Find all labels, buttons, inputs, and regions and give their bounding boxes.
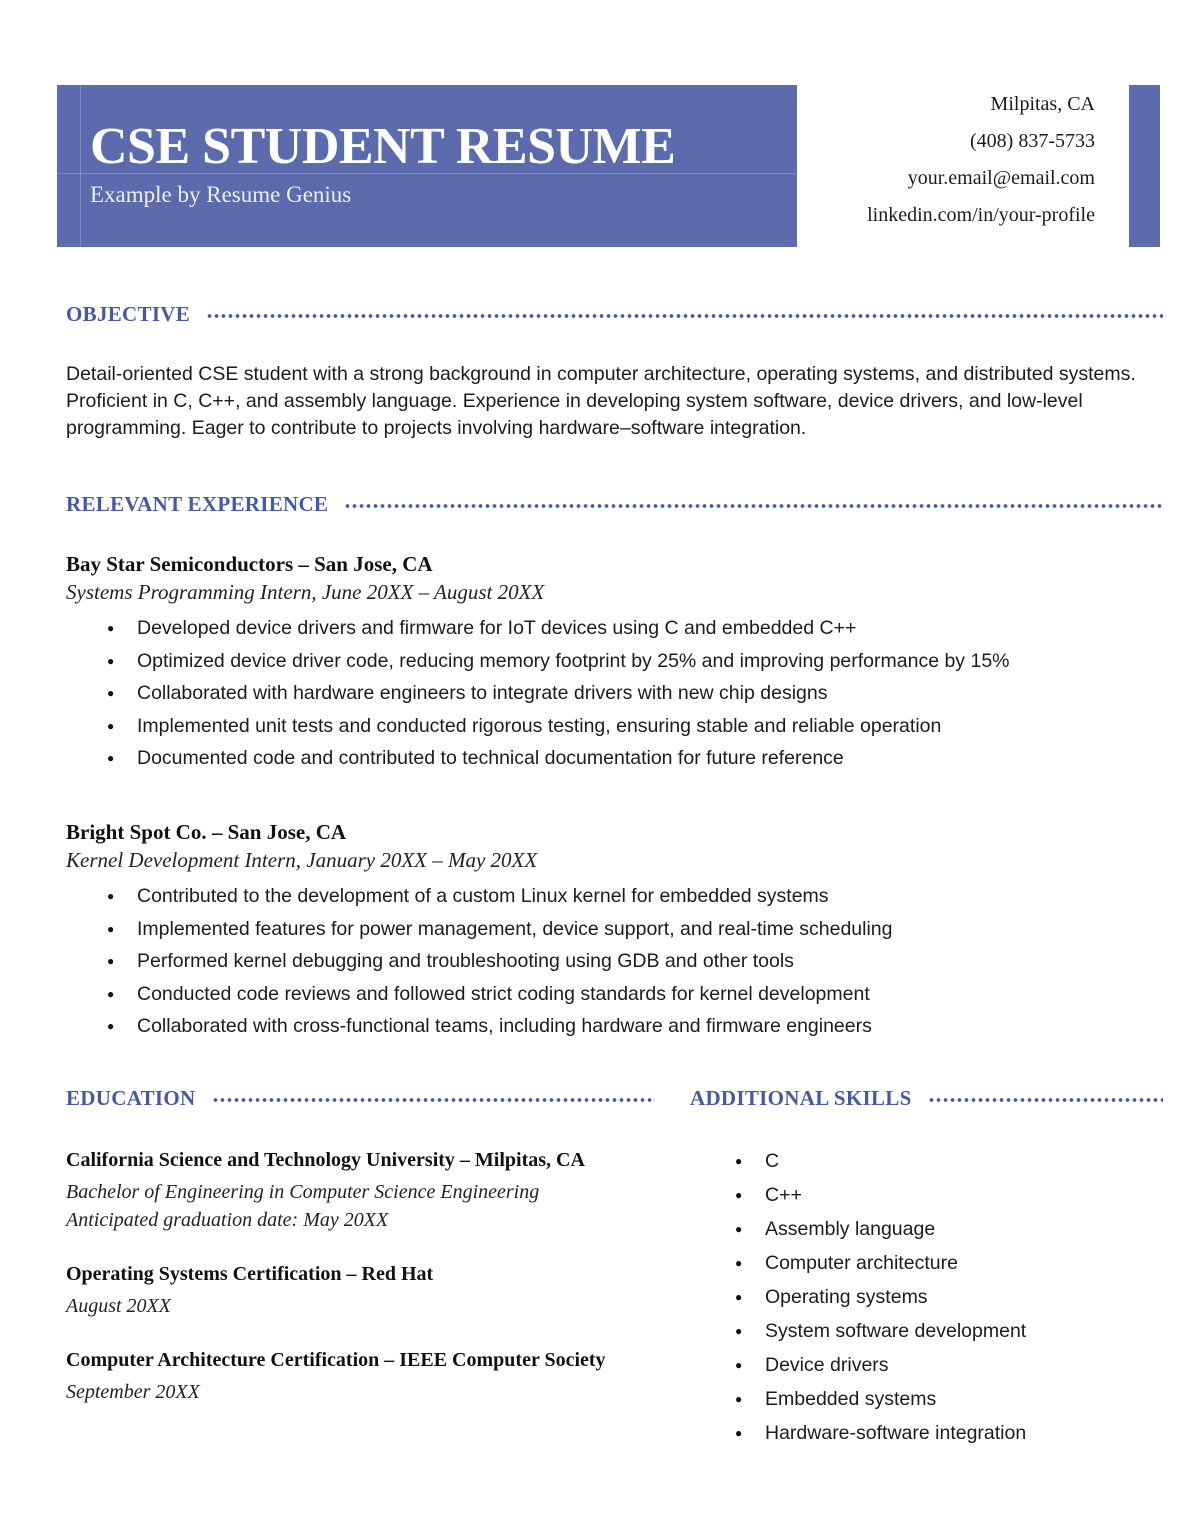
section-title: EDUCATION [66, 1086, 196, 1110]
contact-line: Milpitas, CA [990, 93, 1095, 115]
list-item [66, 747, 1163, 769]
objective-text: Detail-oriented CSE student with a strong background in computer architecture, operating systems, and distributed systems. Proficient in C, C++, and assembly language. Experience in developing system software, device drivers, and low-level programming. Eager to contribute to projects involving hardware–software integration. [66, 363, 1136, 439]
education-entry [66, 1148, 655, 1234]
list-item [66, 885, 1163, 907]
skill-text: C [765, 1150, 780, 1172]
list-item [66, 715, 1163, 737]
job-bullet-list [66, 885, 1163, 1037]
bullet-icon: ● [735, 1358, 743, 1372]
section-title: OBJECTIVE [66, 302, 191, 326]
list-item [66, 682, 1163, 704]
contact-line: your.email@email.com [907, 167, 1095, 189]
skill-text: Assembly language [765, 1218, 936, 1240]
bullet-icon: ● [735, 1188, 743, 1202]
list-item [66, 617, 1163, 639]
bullet-text: Optimized device driver code, reducing memory footprint by 25% and improving performance by 15% [137, 649, 1010, 672]
bullet-icon: ● [107, 954, 115, 968]
skills-list [690, 1150, 1163, 1456]
bullet-icon: ● [107, 986, 115, 1001]
dotted-divider [212, 1097, 656, 1103]
section-title: RELEVANT EXPERIENCE [66, 492, 329, 516]
list-item [690, 1388, 1163, 1410]
list-item [690, 1354, 1163, 1376]
list-item [690, 1320, 1163, 1342]
bullet-icon: ● [735, 1222, 743, 1236]
resume-subtitle: Example by Resume Genius [90, 182, 352, 207]
section-title: ADDITIONAL SKILLS [690, 1086, 912, 1110]
skill-text: C++ [765, 1184, 802, 1206]
job-role: Systems Programming Intern, June 20XX – August 20XX [66, 580, 545, 604]
list-item [66, 950, 1163, 972]
bullet-text: Developed device drivers and firmware for IoT devices using C and embedded C++ [137, 617, 857, 639]
experience-entry [66, 820, 1163, 1048]
list-item [66, 1015, 1163, 1037]
header-banner [57, 85, 797, 247]
list-item [690, 1150, 1163, 1172]
education-detail-lines [66, 1292, 655, 1320]
skill-text: System software development [765, 1320, 1027, 1342]
experience-entry [66, 552, 1163, 780]
list-item [690, 1218, 1163, 1240]
list-item [66, 918, 1163, 940]
education-detail: September 20XX [66, 1381, 200, 1403]
section-heading-row [66, 302, 1163, 327]
section-experience [66, 492, 1163, 1037]
bullet-text: Documented code and contributed to technical documentation for future reference [137, 747, 844, 769]
list-item [66, 983, 1163, 1005]
bullet-icon: ● [735, 1324, 743, 1338]
bullet-text: Implemented unit tests and conducted rigorous testing, ensuring stable and reliable operation [137, 714, 942, 737]
bullet-text: Contributed to the development of a custom Linux kernel for embedded systems [137, 885, 829, 907]
bullet-text: Performed kernel debugging and troubleshooting using GDB and other tools [137, 950, 794, 972]
job-bullet-list [66, 617, 1163, 769]
contact-line: linkedin.com/in/your-profile [867, 204, 1095, 226]
dotted-divider [206, 313, 1163, 319]
contact-block [755, 86, 1095, 234]
bullet-icon: ● [735, 1392, 743, 1406]
skill-text: Device drivers [765, 1354, 889, 1376]
bullet-icon: ● [107, 653, 115, 668]
education-entry [66, 1262, 655, 1320]
bullet-text: Conducted code reviews and followed strict coding standards for kernel development [137, 982, 870, 1005]
list-item [690, 1184, 1163, 1206]
section-education [66, 1086, 655, 1403]
bullet-icon: ● [735, 1256, 743, 1270]
bullet-icon: ● [107, 686, 115, 700]
skill-text: Operating systems [765, 1286, 928, 1308]
job-role: Kernel Development Intern, January 20XX – May 20XX [66, 848, 538, 872]
contact-line: (408) 837-5733 [970, 130, 1095, 152]
resume-title: CSE STUDENT RESUME [90, 118, 676, 175]
education-detail-lines [66, 1378, 655, 1406]
skill-text: Computer architecture [765, 1252, 958, 1274]
skill-text: Embedded systems [765, 1388, 937, 1410]
education-detail-lines [66, 1178, 655, 1234]
education-detail: August 20XX [66, 1295, 171, 1317]
skill-text: Hardware-software integration [765, 1422, 1027, 1444]
header-accent-bar [1129, 85, 1160, 247]
section-heading-row [66, 492, 1163, 517]
education-title: California Science and Technology University – Milpitas, CA [66, 1149, 585, 1171]
bullet-text: Collaborated with hardware engineers to integrate drivers with new chip designs [137, 682, 828, 704]
bullet-icon: ● [735, 1154, 743, 1168]
bullet-icon: ● [107, 718, 115, 733]
education-entry [66, 1348, 655, 1406]
bullet-icon: ● [107, 751, 115, 765]
company-name: Bright Spot Co. – San Jose, CA [66, 820, 347, 844]
section-objective [66, 302, 1163, 442]
section-heading-row [66, 1086, 655, 1111]
bullet-icon: ● [107, 921, 115, 936]
section-additional-skills [690, 1086, 1163, 1444]
bullet-icon: ● [735, 1290, 743, 1304]
education-detail: Anticipated graduation date: May 20XX [66, 1209, 389, 1231]
bullet-icon: ● [107, 889, 115, 903]
list-item [66, 650, 1163, 672]
bullet-icon: ● [107, 621, 115, 635]
list-item [690, 1422, 1163, 1444]
company-name: Bay Star Semiconductors – San Jose, CA [66, 552, 433, 576]
dotted-divider [344, 503, 1163, 509]
bullet-icon: ● [735, 1426, 743, 1440]
education-title: Computer Architecture Certification – IEEE Computer Society [66, 1349, 606, 1371]
education-title: Operating Systems Certification – Red Hat [66, 1263, 434, 1285]
section-heading-row [690, 1086, 1163, 1111]
bullet-text: Implemented features for power management, device support, and real-time scheduling [137, 917, 893, 940]
header-grid-line-vertical [80, 85, 81, 247]
dotted-divider [928, 1097, 1163, 1103]
bullet-text: Collaborated with cross-functional teams, including hardware and firmware engineers [137, 1015, 872, 1037]
list-item [690, 1286, 1163, 1308]
bullet-icon: ● [107, 1019, 115, 1033]
list-item [690, 1252, 1163, 1274]
education-detail: Bachelor of Engineering in Computer Science Engineering [66, 1181, 540, 1203]
